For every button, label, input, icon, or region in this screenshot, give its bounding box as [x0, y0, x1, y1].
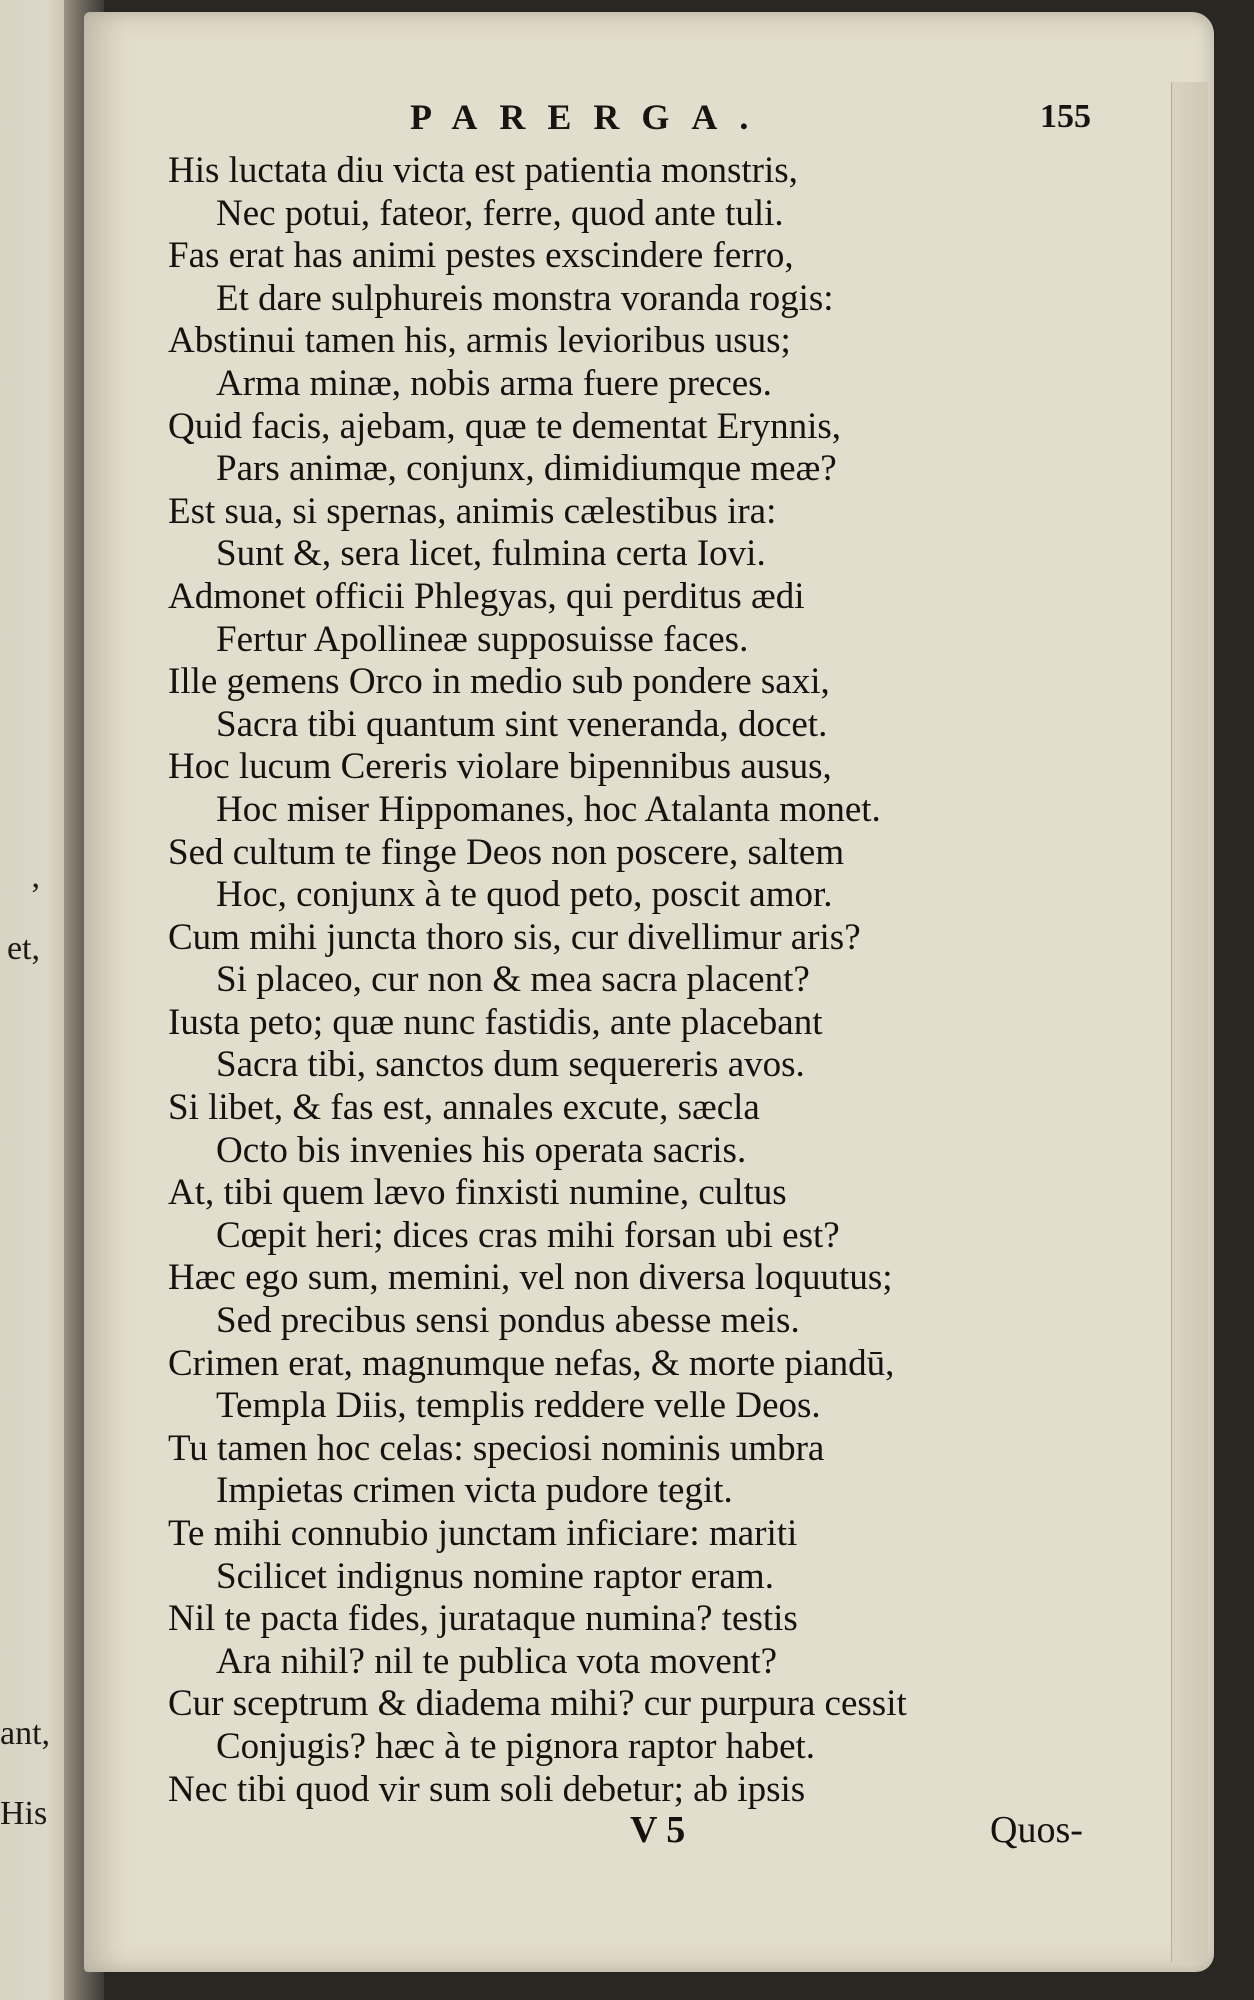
- page-header: [380, 96, 1100, 146]
- verse-line: Nil te pacta fides, jurataque numina? testis: [168, 1598, 798, 1640]
- verse-line: Templa Diis, templis reddere velle Deos.: [216, 1385, 821, 1427]
- verse-line: Sacra tibi quantum sint veneranda, docet.: [216, 703, 828, 745]
- margin-fragment: ,: [31, 858, 40, 895]
- verse-line: Ara nihil? nil te publica vota movent?: [216, 1640, 777, 1682]
- margin-fragment: et,: [6, 930, 40, 967]
- verse-line: Ille gemens Orco in medio sub pondere saxi,: [168, 661, 830, 703]
- verse-line: Si placeo, cur non & mea sacra placent?: [216, 959, 810, 1001]
- verse-line: Quid facis, ajebam, quæ te dementat Erynnis,: [168, 405, 842, 447]
- margin-fragment: ant,: [0, 1715, 51, 1752]
- verse-line: Hoc, conjunx à te quod peto, poscit amor.: [216, 874, 833, 916]
- verse-line: His luctata diu victa est patientia monstris,: [168, 150, 798, 191]
- verse-line: Crimen erat, magnumque nefas, & morte piandū,: [168, 1342, 895, 1384]
- verse-line: Sed precibus sensi pondus abesse meis.: [216, 1300, 800, 1342]
- verse-line: Conjugis? hæc à te pignora raptor habet.: [216, 1725, 816, 1767]
- margin-fragment: His: [0, 1795, 48, 1832]
- verse-line: Hoc lucum Cereris violare bipennibus ausus,: [168, 746, 832, 788]
- verse-line: Nec potui, fateor, ferre, quod ante tuli.: [216, 192, 784, 234]
- verse-line: Sed cultum te finge Deos non poscere, saltem: [168, 831, 845, 873]
- verse-line: Sacra tibi, sanctos dum sequereris avos.: [216, 1044, 805, 1086]
- verse-line: Pars animæ, conjunx, dimidiumque meæ?: [216, 448, 837, 490]
- verse-line: Iusta peto; quæ nunc fastidis, ante placebant: [168, 1001, 823, 1043]
- verse-line: Fertur Apollineæ supposuisse faces.: [216, 618, 749, 660]
- verse-line: Est sua, si spernas, animis cælestibus ira:: [168, 490, 777, 532]
- verse-line: Hæc ego sum, memini, vel non diversa loquutus;: [168, 1257, 893, 1299]
- verse-line: Hoc miser Hippomanes, hoc Atalanta monet.: [216, 788, 881, 830]
- verse-line: Octo bis invenies his operata sacris.: [216, 1129, 747, 1171]
- verse-line: Fas erat has animi pestes exscindere ferro,: [168, 235, 794, 277]
- verse-line: Admonet officii Phlegyas, qui perditus ædi: [168, 575, 805, 617]
- verse-line: Et dare sulphureis monstra voranda rogis:: [216, 277, 834, 319]
- verse-line: Nec tibi quod vir sum soli debetur; ab ipsis: [168, 1768, 806, 1810]
- verse-line: Tu tamen hoc celas: speciosi nominis umbra: [168, 1427, 825, 1469]
- verse-line: Scilicet indignus nomine raptor eram.: [216, 1555, 774, 1597]
- verse-line: Impietas crimen victa pudore tegit.: [216, 1470, 733, 1512]
- verse-line: Arma minæ, nobis arma fuere preces.: [216, 362, 772, 404]
- verse-line: Cur sceptrum & diadema mihi? cur purpura cessit: [168, 1683, 907, 1725]
- verse-line: Si libet, & fas est, annales excute, sæcla: [168, 1087, 760, 1129]
- verse-line: Cœpit heri; dices cras mihi forsan ubi est?: [216, 1214, 840, 1256]
- page-footer: [630, 1808, 1130, 1858]
- verse-block: [168, 150, 1128, 1811]
- verse-line: At, tibi quem lævo finxisti numine, cultus: [168, 1172, 787, 1214]
- catchword: Quos-: [990, 1809, 1083, 1851]
- verse-line: Te mihi connubio junctam inficiare: mariti: [168, 1513, 798, 1554]
- page-number: 155: [1040, 98, 1091, 135]
- verse-line: Abstinui tamen his, armis levioribus usus;: [168, 320, 791, 362]
- verse-line: Cum mihi juncta thoro sis, cur divellimur aris?: [168, 916, 861, 958]
- verse-line: Sunt &, sera licet, fulmina certa Iovi.: [216, 533, 766, 575]
- signature-mark: V 5: [630, 1809, 686, 1851]
- running-head: PARERGA.: [410, 97, 771, 137]
- page-edge: [1171, 82, 1208, 1962]
